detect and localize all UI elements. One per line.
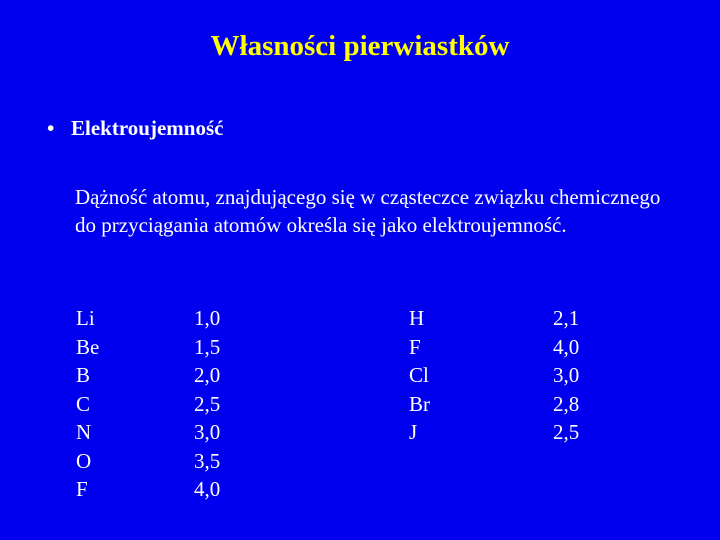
- element-symbol: Be: [76, 334, 100, 359]
- element-symbol: F: [76, 477, 88, 501]
- bullet-icon: •: [47, 116, 55, 140]
- electronegativity-value: 2,8: [553, 391, 580, 416]
- element-symbol: H: [409, 306, 425, 330]
- bullet-heading: Elektroujemność: [71, 116, 224, 140]
- bullet-item: [47, 116, 223, 141]
- electronegativity-value: 2,5: [194, 391, 221, 416]
- right-values-column: [553, 304, 579, 447]
- left-elements-column: [76, 304, 99, 504]
- electronegativity-value: 2,5: [553, 420, 580, 444]
- element-symbol: C: [76, 391, 91, 416]
- electronegativity-value: 4,0: [553, 334, 580, 359]
- element-symbol: Li: [76, 306, 95, 330]
- element-symbol: F: [409, 334, 421, 359]
- electronegativity-value: 2,1: [553, 306, 580, 330]
- element-symbol: N: [76, 420, 92, 444]
- definition-text: Dążność atomu, znajdującego się w cząsteczce związku chemicznego do przyciągania atomów określa się jako elektroujemność.: [75, 185, 661, 237]
- element-symbol: Cl: [409, 363, 429, 387]
- electronegativity-value: 1,0: [194, 306, 221, 330]
- element-symbol: J: [409, 420, 418, 444]
- element-symbol: O: [76, 448, 92, 473]
- electronegativity-value: 2,0: [194, 363, 221, 387]
- element-symbol: Br: [409, 391, 430, 416]
- right-elements-column: [409, 304, 430, 447]
- electronegativity-value: 3,5: [194, 448, 221, 473]
- electronegativity-value: 1,5: [194, 334, 221, 359]
- left-values-column: [194, 304, 220, 504]
- element-symbol: B: [76, 363, 91, 387]
- electronegativity-value: 3,0: [194, 420, 221, 444]
- electronegativity-value: 3,0: [553, 363, 580, 387]
- slide-title: Własności pierwiastków: [210, 30, 510, 62]
- electronegativity-value: 4,0: [194, 477, 221, 501]
